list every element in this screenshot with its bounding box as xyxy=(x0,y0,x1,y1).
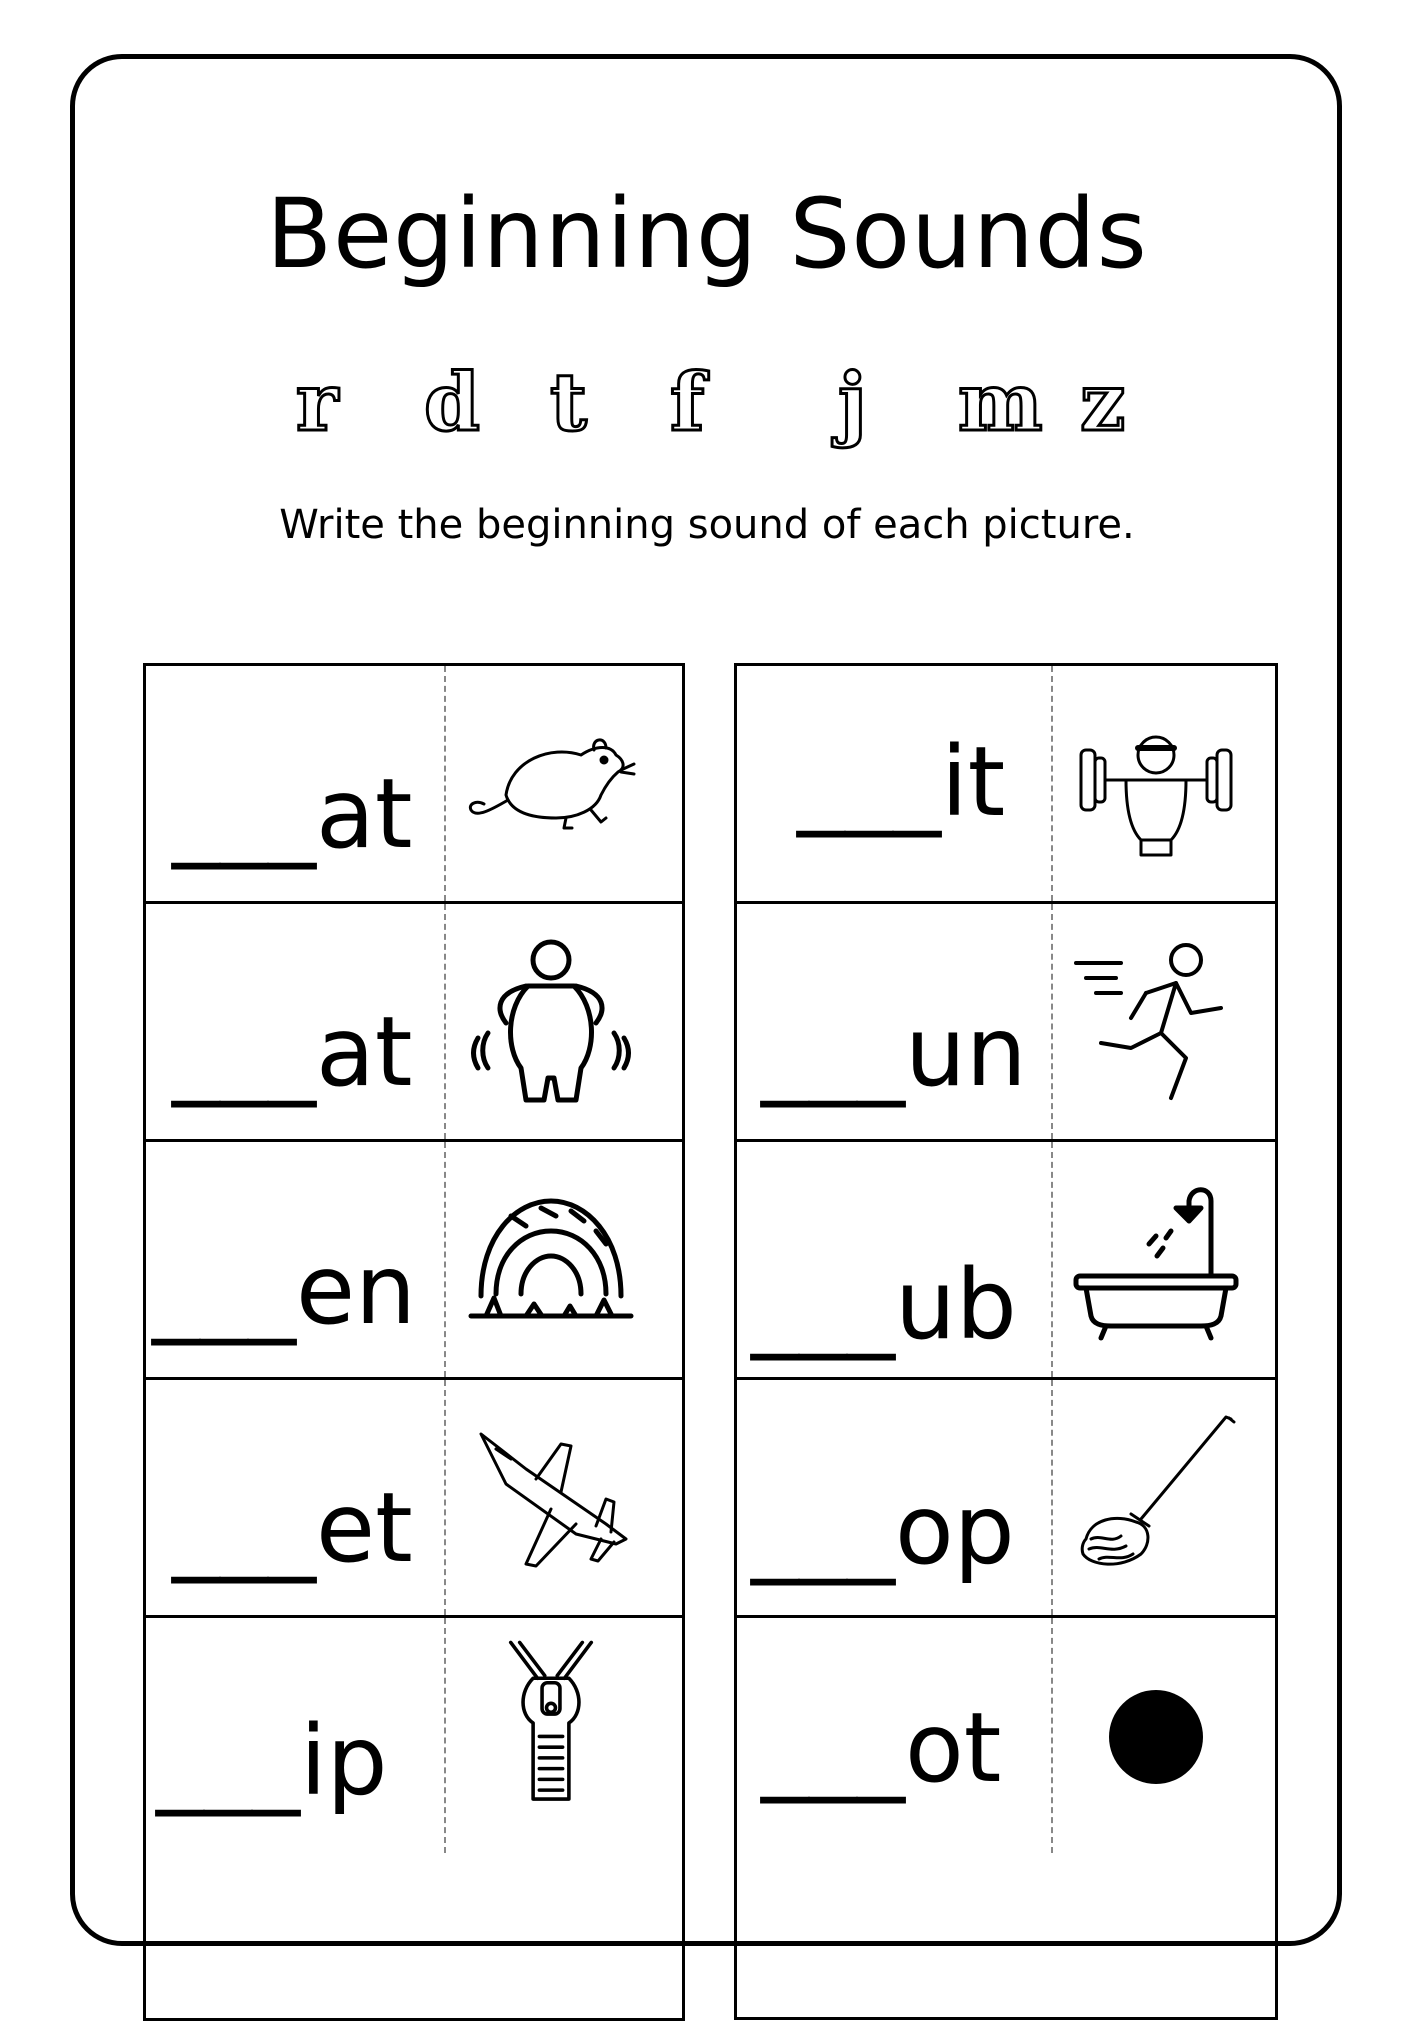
word-blank-field[interactable]: ___at xyxy=(172,758,413,870)
weightlifter-fit-icon xyxy=(1071,700,1241,870)
word-blank-field[interactable]: ___et xyxy=(172,1472,413,1584)
fat-person-icon xyxy=(466,938,636,1108)
word-blank-field[interactable]: ___un xyxy=(761,996,1027,1108)
letter-z: z xyxy=(1080,355,1126,449)
dashed-divider xyxy=(444,1380,446,1615)
word-blank-field[interactable]: ___op xyxy=(751,1474,1015,1586)
letter-t: t xyxy=(550,355,587,449)
word-row xyxy=(146,904,682,1142)
letter-f: f xyxy=(670,355,705,449)
bathtub-icon xyxy=(1071,1176,1241,1346)
word-blank-field[interactable]: ___en xyxy=(152,1234,416,1346)
letter-d: d xyxy=(424,355,480,449)
word-blank-field[interactable]: ___ip xyxy=(156,1705,388,1817)
dashed-divider xyxy=(1051,1142,1053,1377)
right-word-column xyxy=(734,663,1278,2020)
word-blank-field[interactable]: ___ub xyxy=(751,1249,1017,1361)
dashed-divider xyxy=(444,666,446,901)
dashed-divider xyxy=(444,1618,446,1853)
zipper-icon xyxy=(466,1638,636,1808)
word-row xyxy=(737,666,1275,904)
dashed-divider xyxy=(444,1142,446,1377)
den-cave-icon xyxy=(466,1176,636,1346)
word-row xyxy=(737,1618,1275,1853)
letter-r: r xyxy=(296,355,339,449)
word-blank-field[interactable]: ___at xyxy=(172,996,413,1108)
word-row xyxy=(146,666,682,904)
letter-j: j xyxy=(838,355,867,449)
mop-icon xyxy=(1071,1414,1241,1584)
word-row xyxy=(737,1380,1275,1618)
jet-icon xyxy=(466,1414,636,1584)
letter-bank xyxy=(0,355,1414,462)
word-row xyxy=(737,904,1275,1142)
left-word-column xyxy=(143,663,685,2021)
dashed-divider xyxy=(1051,904,1053,1139)
word-row xyxy=(737,1142,1275,1380)
word-row xyxy=(146,1618,682,1853)
dashed-divider xyxy=(444,904,446,1139)
word-row xyxy=(146,1142,682,1380)
dashed-divider xyxy=(1051,666,1053,901)
running-person-icon xyxy=(1071,938,1241,1108)
rat-icon xyxy=(466,700,636,870)
word-blank-field[interactable]: ___it xyxy=(797,726,1006,838)
dashed-divider xyxy=(1051,1618,1053,1853)
dot-icon xyxy=(1071,1652,1241,1822)
word-row xyxy=(146,1380,682,1618)
page-title: Beginning Sounds xyxy=(266,178,1148,290)
letter-m: m xyxy=(958,355,1043,449)
word-blank-field[interactable]: ___ot xyxy=(761,1692,1002,1804)
instruction-text: Write the beginning sound of each picture. xyxy=(279,502,1135,548)
dashed-divider xyxy=(1051,1380,1053,1615)
